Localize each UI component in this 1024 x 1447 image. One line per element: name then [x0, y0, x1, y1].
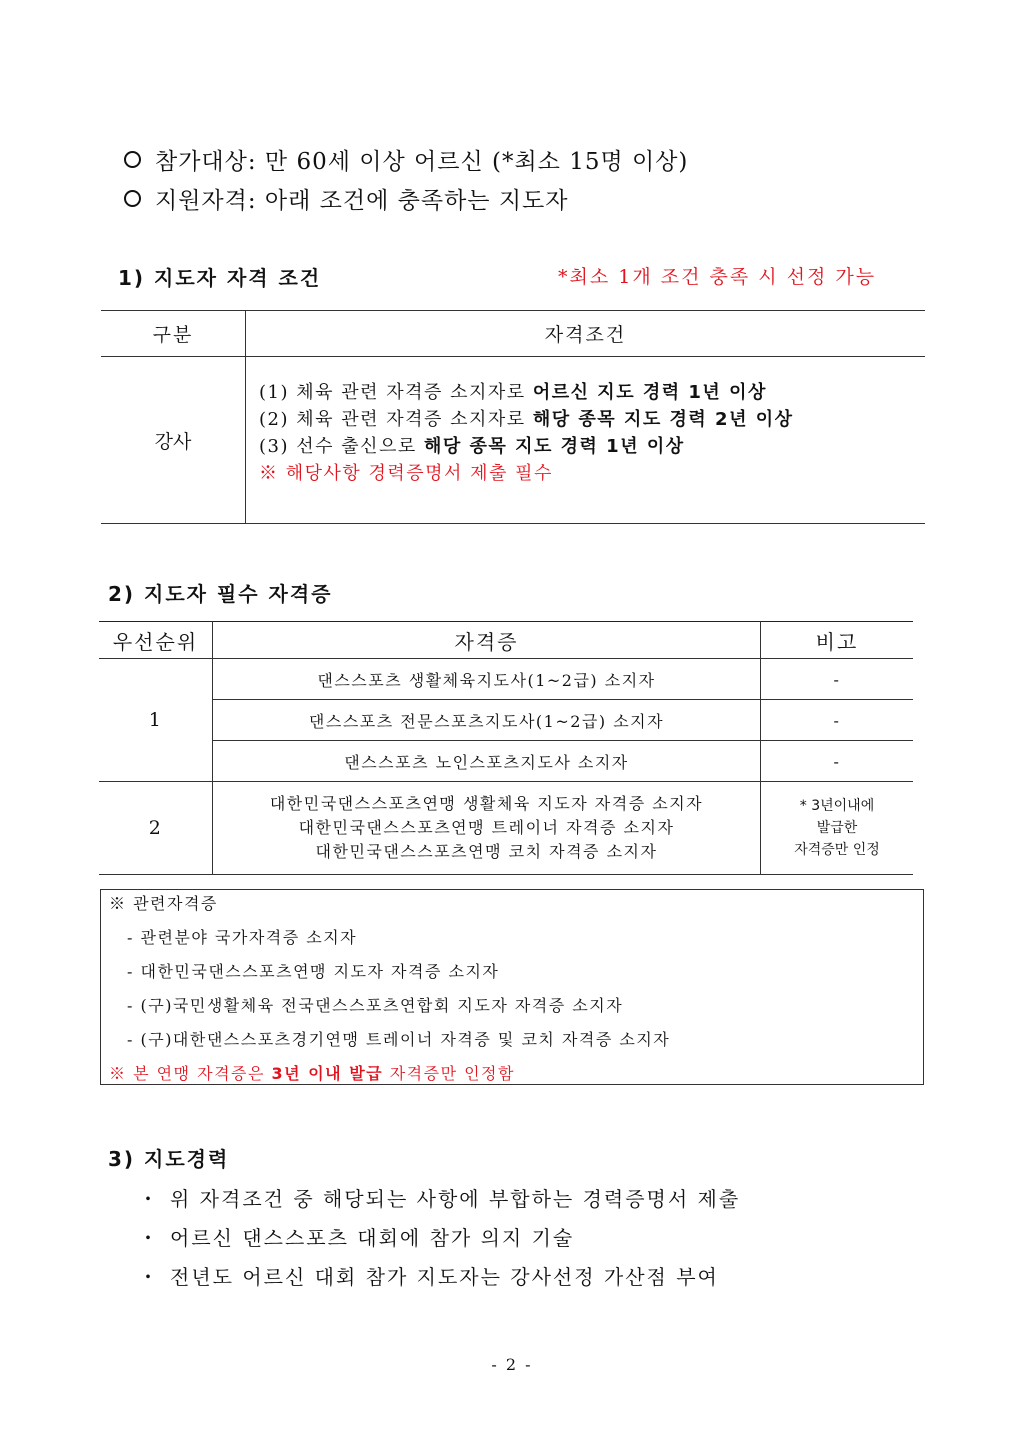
table-row-cert: 댄스스포츠 전문스포츠지도사(1~2급) 소지자 [213, 700, 761, 741]
table-row-note: - [761, 659, 914, 700]
table2-header-cert: 자격증 [213, 622, 761, 659]
table1-row-label: 강사 [101, 357, 246, 524]
table2-header-rank: 우선순위 [99, 622, 213, 659]
list-item: - (구)국민생활체육 전국댄스스포츠연합회 지도자 자격증 소지자 [127, 996, 624, 1015]
bullet-dot-icon: ・ [138, 1226, 160, 1250]
list-item [138, 1183, 740, 1212]
circle-bullet-icon [124, 151, 141, 168]
rank2-cert-3: 대한민국댄스스포츠연맹 코치 자격증 소지자 [315, 842, 658, 861]
condition-3-bold: 해당 종목 지도 경력 1년 이상 [424, 436, 685, 457]
condition-3 [247, 433, 924, 460]
condition-warning: ※ 해당사항 경력증명서 제출 필수 [259, 463, 553, 484]
bullet-dot-icon: ・ [138, 1265, 160, 1289]
box-warning-post: 자격증만 인정함 [383, 1064, 515, 1083]
list-item: - (구)대한댄스스포츠경기연맹 트레이너 자격증 및 코치 자격증 소지자 [127, 1030, 671, 1049]
rank2-cert-1: 대한민국댄스스포츠연맹 생활체육 지도자 자격증 소지자 [269, 794, 704, 813]
section2-title: 2) 지도자 필수 자격증 [108, 582, 333, 606]
certificate-table [99, 621, 913, 875]
list-item [138, 1261, 719, 1290]
rank2-cert-2: 대한민국댄스스포츠연맹 트레이너 자격증 소지자 [298, 818, 675, 837]
rank2-note-line-1: * 3년이내에 [799, 798, 875, 814]
experience-item-3: 전년도 어르신 대회 참가 지도자는 강사선정 가산점 부여 [170, 1265, 719, 1289]
table1-conditions-cell [246, 357, 926, 524]
experience-item-1: 위 자격조건 중 해당되는 사항에 부합하는 경력증명서 제출 [170, 1187, 741, 1211]
related-certs-box [100, 889, 924, 1085]
list-item [138, 1222, 574, 1251]
condition-1 [247, 379, 924, 406]
rank2-note [761, 782, 914, 875]
table1-header-condition: 자격조건 [246, 311, 926, 357]
section3-title: 3) 지도경력 [108, 1147, 230, 1171]
intro-line-1 [124, 143, 688, 176]
condition-2 [247, 406, 924, 433]
condition-1-text: (1) 체육 관련 자격증 소지자로 [259, 382, 533, 403]
condition-2-bold: 해당 종목 지도 경력 2년 이상 [532, 409, 794, 430]
section1-title: 1) 지도자 자격 조건 [118, 266, 322, 290]
page-number: - 2 - [491, 1355, 533, 1374]
rank2-certs [213, 782, 761, 875]
experience-item-2: 어르신 댄스스포츠 대회에 참가 의지 기술 [170, 1226, 575, 1250]
section1-note: *최소 1개 조건 충족 시 선정 가능 [558, 266, 877, 288]
condition-1-bold: 어르신 지도 경력 1년 이상 [532, 382, 767, 403]
rank2-note-line-3: 자격증만 인정 [794, 842, 880, 858]
list-item: - 대한민국댄스스포츠연맹 지도자 자격증 소지자 [127, 962, 500, 981]
rank-2: 2 [99, 782, 213, 875]
qualification-table [101, 310, 925, 524]
box-warning-pre: ※ 본 연맹 자격증은 [109, 1064, 272, 1083]
rank-1: 1 [99, 659, 213, 782]
rank2-note-line-2: 발급한 [816, 820, 858, 836]
intro-line-2 [124, 182, 568, 215]
box-warning-bold: 3년 이내 발급 [271, 1064, 384, 1083]
box-warning [109, 1061, 515, 1084]
list-item: - 관련분야 국가자격증 소지자 [127, 928, 358, 947]
intro-text-1: 참가대상: 만 60세 이상 어르신 (*최소 15명 이상) [155, 149, 689, 175]
table-row-cert: 댄스스포츠 생활체육지도사(1~2급) 소지자 [213, 659, 761, 700]
table2-header-note: 비고 [761, 622, 914, 659]
table1-header-category: 구분 [101, 311, 246, 357]
bullet-dot-icon: ・ [138, 1187, 160, 1211]
condition-3-text: (3) 선수 출신으로 [259, 436, 424, 457]
table-row-note: - [761, 700, 914, 741]
table-row-cert: 댄스스포츠 노인스포츠지도사 소지자 [213, 741, 761, 782]
intro-text-2: 지원자격: 아래 조건에 충족하는 지도자 [155, 188, 569, 214]
circle-bullet-icon [124, 190, 141, 207]
condition-2-text: (2) 체육 관련 자격증 소지자로 [259, 409, 533, 430]
table-row-note: - [761, 741, 914, 782]
box-heading: ※ 관련자격증 [109, 894, 218, 913]
